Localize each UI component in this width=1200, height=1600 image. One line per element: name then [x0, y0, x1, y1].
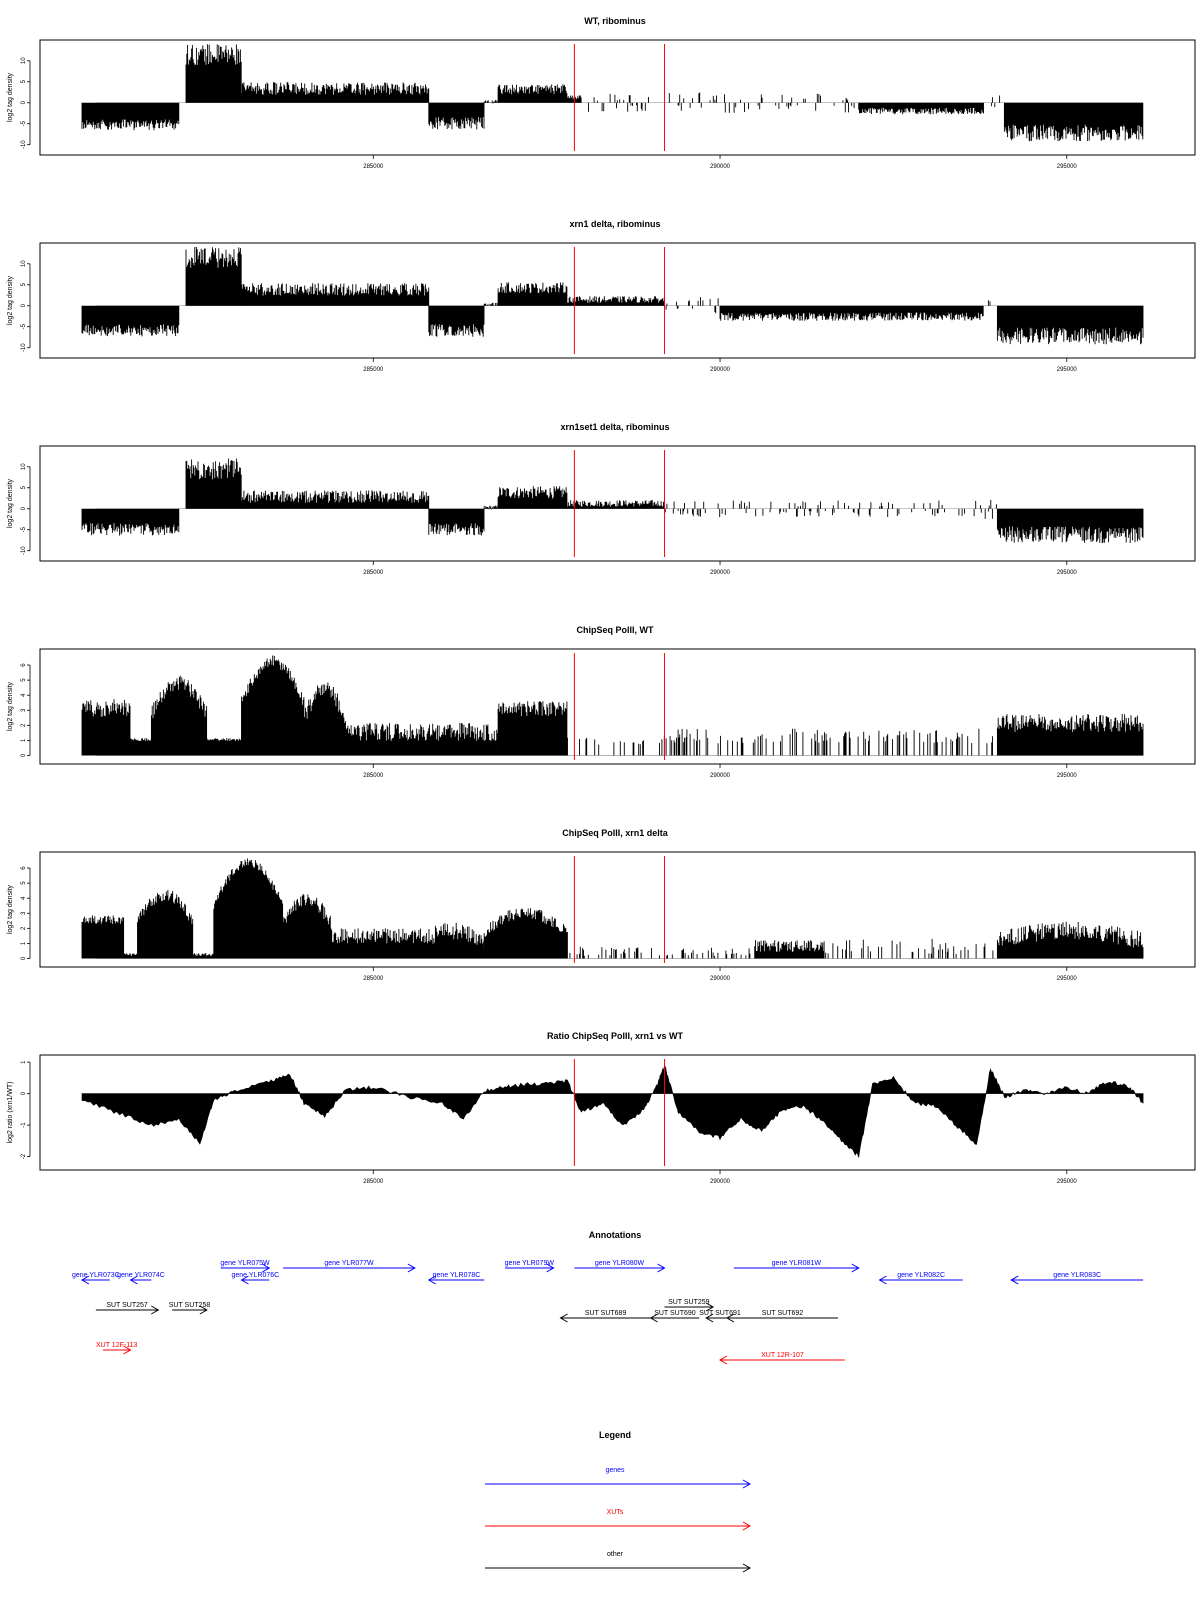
x-tick-label: 295000	[1056, 164, 1077, 170]
signal-bars	[720, 306, 983, 321]
y-tick-label: 1	[21, 941, 27, 946]
x-tick-label: 285000	[363, 773, 384, 779]
y-tick-label: 5	[21, 678, 27, 682]
feature-label: gene YLR074C	[117, 1272, 165, 1279]
x-tick-label: 290000	[710, 1179, 731, 1185]
signal-bars	[997, 714, 1143, 756]
annotation-feature	[96, 1302, 158, 1314]
y-tick-label: 5	[21, 881, 27, 885]
signal-bars	[568, 737, 665, 756]
y-tick-label: -2	[21, 1153, 27, 1160]
annotation-feature	[117, 1272, 165, 1284]
signal-bars	[138, 890, 193, 959]
signal-bars	[429, 306, 484, 337]
signal-bars	[186, 247, 241, 306]
y-tick-label: 5	[21, 80, 27, 84]
signal-bars	[997, 922, 1143, 959]
feature-label: SUT SUT258	[168, 1302, 211, 1309]
data-series	[82, 44, 1143, 141]
annotations-title: Annotations	[588, 1230, 642, 1240]
signal-bars	[755, 940, 824, 958]
annotation-feature	[72, 1272, 120, 1284]
y-tick-label: -10	[21, 343, 27, 353]
panel-xrn1set1-ribominus	[7, 422, 1195, 576]
legend-title: Legend	[598, 1430, 632, 1440]
signal-bars	[824, 939, 993, 959]
signal-bars	[186, 459, 241, 509]
signal-bars	[422, 923, 484, 959]
data-series	[82, 459, 1143, 543]
feature-label: SUT SUT257	[106, 1302, 148, 1309]
y-tick-label: -10	[21, 140, 27, 150]
feature-label: gene YLR081W	[771, 1260, 821, 1267]
annotation-feature	[574, 1260, 664, 1272]
x-tick-label: 295000	[1056, 1179, 1077, 1185]
signal-bars	[985, 500, 996, 519]
y-tick-label: 1	[21, 738, 27, 743]
legend-item-other	[485, 1551, 750, 1572]
legend-label: XUTs	[606, 1509, 624, 1516]
annotation-feature	[734, 1260, 859, 1272]
legend-item-gene	[485, 1467, 750, 1488]
signal-bars	[568, 500, 665, 509]
feature-label: gene YLR079W	[504, 1260, 554, 1267]
panel-xrn1-ribominus	[7, 219, 1195, 373]
annotation-feature	[429, 1272, 484, 1284]
signal-bars	[242, 490, 429, 508]
feature-label: gene YLR080W	[594, 1260, 645, 1267]
x-tick-label: 290000	[710, 570, 731, 576]
signal-bars	[498, 701, 567, 755]
signal-bars	[124, 953, 138, 958]
y-axis-label: log2 tag density	[7, 884, 14, 935]
annotation-feature	[720, 1352, 845, 1364]
x-tick-label: 290000	[710, 976, 731, 982]
y-axis-label: log2 tag density	[7, 72, 14, 123]
data-series	[82, 1065, 1143, 1157]
feature-label: SUT SUT259	[668, 1299, 710, 1306]
panel-title: ChipSeq PolII, WT	[576, 625, 654, 635]
y-axis-label: log2 tag density	[7, 478, 14, 529]
y-tick-label: 6	[21, 663, 27, 667]
signal-bars	[151, 676, 206, 756]
signal-bars	[82, 915, 124, 958]
annotation-feature	[1011, 1272, 1143, 1284]
x-tick-label: 290000	[710, 773, 731, 779]
x-tick-label: 295000	[1056, 570, 1077, 576]
annotation-feature	[96, 1342, 137, 1354]
y-tick-label: 0	[21, 753, 27, 758]
y-tick-label: -5	[21, 324, 27, 330]
x-tick-label: 290000	[710, 164, 731, 170]
feature-label: gene YLR078C	[432, 1272, 481, 1279]
panel-wt-ribominus	[7, 16, 1195, 170]
feature-label: SUT SUT692	[761, 1310, 804, 1317]
y-tick-label: 2	[21, 723, 27, 728]
x-tick-label: 285000	[363, 570, 384, 576]
y-tick-label: 5	[21, 486, 27, 490]
panel-ratio	[7, 1031, 1195, 1185]
y-tick-label: 0	[21, 304, 27, 308]
signal-bars	[484, 908, 567, 958]
annotation-feature	[505, 1260, 555, 1272]
annotation-feature	[283, 1260, 415, 1272]
y-tick-label: -10	[21, 546, 27, 556]
signal-bars	[332, 928, 422, 958]
y-tick-label: 0	[21, 101, 27, 105]
signal-bars	[570, 947, 750, 959]
x-tick-label: 295000	[1056, 773, 1077, 779]
signal-bars	[242, 283, 429, 306]
signal-bars	[429, 103, 484, 130]
signal-bars	[82, 509, 179, 536]
annotations-panel	[72, 1230, 1143, 1364]
y-tick-label: 0	[21, 956, 27, 961]
signal-bars	[82, 103, 179, 131]
annotation-feature	[727, 1310, 838, 1322]
y-tick-label: 0	[21, 1091, 27, 1096]
signal-bars	[498, 282, 567, 305]
y-tick-label: -5	[21, 121, 27, 127]
signal-bars	[859, 103, 984, 115]
signal-bars	[484, 303, 498, 306]
annotation-feature	[232, 1272, 280, 1284]
y-tick-label: -1	[21, 1122, 27, 1128]
annotation-feature	[220, 1260, 270, 1272]
signal-bars	[429, 509, 484, 536]
signal-bars	[1004, 103, 1142, 142]
x-tick-label: 285000	[363, 976, 384, 982]
y-tick-label: 10	[21, 260, 27, 268]
feature-label: SUT SUT689	[584, 1310, 627, 1317]
y-axis-label: log2 ratio (xrn1/WT)	[7, 1081, 14, 1144]
y-tick-label: 3	[21, 911, 27, 915]
signal-bars	[997, 509, 1143, 543]
y-tick-label: 2	[21, 926, 27, 931]
data-series	[82, 859, 1143, 959]
signal-bars	[214, 859, 283, 959]
y-tick-label: 3	[21, 708, 27, 712]
data-series	[82, 656, 1143, 756]
signal-bars	[304, 683, 346, 756]
panel-title: Ratio ChipSeq PolII, xrn1 vs WT	[546, 1031, 684, 1041]
annotation-feature	[561, 1310, 651, 1322]
x-tick-label: 285000	[363, 367, 384, 373]
legend-label: other	[607, 1551, 623, 1558]
panel-title: xrn1set1 delta, ribominus	[560, 422, 670, 432]
feature-label: gene YLR082C	[897, 1272, 946, 1279]
signal-bars	[131, 738, 152, 755]
signal-bars	[988, 300, 990, 305]
signal-bars	[997, 306, 1143, 345]
feature-label: gene YLR073C	[71, 1272, 120, 1279]
y-tick-label: 10	[21, 463, 27, 471]
annotation-feature	[651, 1310, 700, 1322]
signal-bars	[666, 729, 992, 756]
panel-chipseq-xrn1	[7, 828, 1195, 982]
signal-bars	[346, 723, 498, 756]
y-tick-label: -5	[21, 527, 27, 533]
signal-bars	[498, 486, 567, 509]
legend-label: genes	[605, 1467, 625, 1474]
x-tick-label: 285000	[363, 1179, 384, 1185]
y-axis-label: log2 tag density	[7, 275, 14, 326]
feature-label: SUT SUT691	[699, 1310, 741, 1317]
panel-title: xrn1 delta, ribominus	[569, 219, 661, 229]
legend-item-xut	[485, 1509, 750, 1530]
data-series	[82, 247, 1143, 344]
y-tick-label: 10	[21, 57, 27, 65]
panel-title: ChipSeq PolII, xrn1 delta	[562, 828, 668, 838]
feature-label: XUT 12F-113	[95, 1342, 138, 1349]
y-tick-label: 4	[21, 693, 27, 697]
signal-bars	[568, 296, 665, 306]
panel-title: WT, ribominus	[584, 16, 646, 26]
annotation-feature	[699, 1310, 741, 1322]
x-tick-label: 295000	[1056, 976, 1077, 982]
signal-bars	[82, 699, 130, 755]
signal-bars	[242, 82, 429, 103]
x-tick-label: 290000	[710, 367, 731, 373]
feature-label: SUT SUT690	[654, 1310, 696, 1317]
signal-bars	[186, 44, 241, 102]
ratio-area	[82, 1065, 1143, 1157]
y-tick-label: 4	[21, 896, 27, 900]
signal-bars	[242, 656, 304, 756]
signal-bars	[283, 894, 331, 959]
annotation-feature	[880, 1272, 963, 1284]
x-tick-label: 295000	[1056, 367, 1077, 373]
feature-label: gene YLR076C	[231, 1272, 280, 1279]
feature-label: gene YLR075W	[220, 1260, 270, 1267]
signal-bars	[193, 953, 214, 958]
feature-label: gene YLR083C	[1053, 1272, 1102, 1279]
y-axis-label: log2 tag density	[7, 681, 14, 732]
signal-bars	[207, 738, 241, 756]
feature-label: gene YLR077W	[324, 1260, 374, 1267]
panel-chipseq-wt	[7, 625, 1195, 779]
signal-bars	[992, 96, 1000, 108]
feature-label: XUT 12R-107	[761, 1352, 804, 1359]
annotation-feature	[169, 1302, 211, 1314]
y-tick-label: 5	[21, 283, 27, 287]
y-tick-label: 0	[21, 507, 27, 511]
x-tick-label: 285000	[363, 164, 384, 170]
legend-panel	[485, 1430, 750, 1572]
signal-bars	[666, 297, 718, 313]
y-tick-label: 6	[21, 866, 27, 870]
y-tick-label: 1	[21, 1060, 27, 1064]
signal-bars	[82, 306, 179, 337]
signal-bars	[498, 84, 567, 102]
